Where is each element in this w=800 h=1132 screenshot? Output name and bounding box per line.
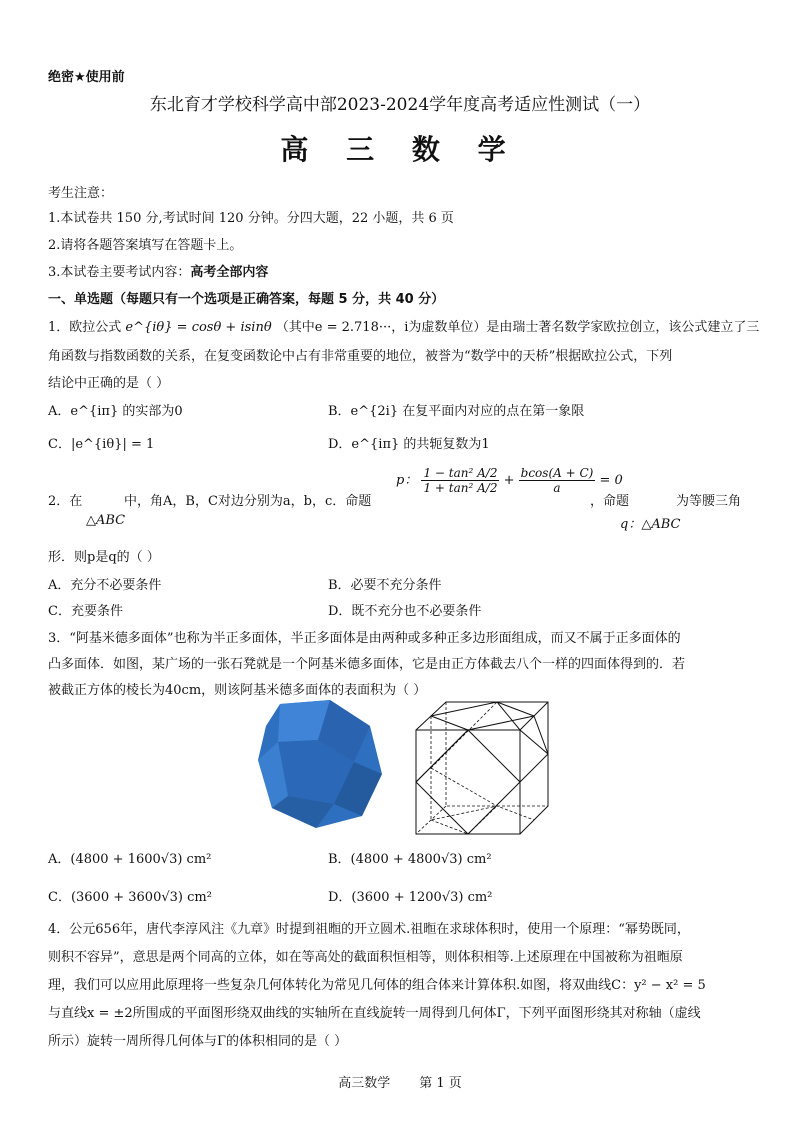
notice-item-1: 1.本试卷共 150 分,考试时间 120 分钟。分四大题，22 小题，共 6 页 [48, 211, 454, 226]
hidden-cut [431, 716, 534, 820]
section-1-title: 一、单选题（每题只有一个选项是正确答案，每题 5 分，共 40 分） [48, 292, 445, 307]
cut-top [431, 702, 534, 716]
q2-prefix: 2．在 [48, 494, 83, 509]
q2-option-a: A．充分不必要条件 [48, 578, 162, 593]
truncated-cube-diagram [414, 700, 550, 836]
q2-p-label: p： [396, 473, 418, 488]
cube-front-face [416, 730, 520, 834]
q2-triangle: △ABC [86, 513, 126, 528]
q3-option-c: C．(3600 + 3600√3) cm² [48, 890, 212, 905]
cut-front [416, 730, 520, 834]
notice-title: 考生注意： [48, 186, 114, 201]
notice-item-3 [48, 261, 268, 280]
q1-intro-rest: （其中e = 2.718···，i为虚数单位）是由瑞士著名数学家欧拉创立，该公式建立了三 [275, 320, 760, 335]
q1-option-b: B．e^{2i} 在复平面内对应的点在第一象限 [328, 404, 585, 419]
q2-fraction-2-num: bcos(A + C) [520, 466, 594, 480]
q4-line-2: 则积不容异”，意思是两个同高的立体，如在等高处的截面积恒相等，则体积相等.上述原理在中国被称为祖暅原 [48, 950, 683, 965]
q4-line-5: 所示）旋转一周所得几何体与Γ的体积相同的是（ ） [48, 1034, 348, 1049]
subject-title: 高 三 数 学 [280, 133, 520, 166]
q4-line-4: 与直线x = ±2所围成的平面图形绕双曲线的实轴所在直线旋转一周得到几何体Γ，下列平面图形绕其对称轴（虚线 [48, 1006, 701, 1021]
hidden-cut-4 [431, 768, 497, 806]
q1-line-1 [48, 316, 759, 335]
q1-option-a: A．e^{iπ} 的实部为0 [48, 404, 183, 419]
footer-subject: 高三数学 [338, 1076, 391, 1091]
q2-line-2: 形．则p是q的（ ） [48, 550, 160, 565]
notice-content: 高考全部内容 [190, 265, 269, 280]
q4-line-1: 4．公元656年，唐代李淳风注《九章》时提到祖暅的开立圆术.祖暅在求球体积时，使用一个原理：“幂势既同， [48, 922, 690, 937]
q1-intro: 1．欧拉公式 [48, 320, 122, 335]
q2-plus: + [503, 473, 515, 488]
q2-proposition-q: q：△ABC [620, 517, 681, 532]
q1-line-2: 角函数与指数函数的关系，在复变函数论中占有非常重要的地位，被誉为“数学中的天桥”根据欧拉公式，下列 [48, 349, 673, 364]
cut-left-top [416, 716, 468, 782]
q2-text: 中，角A，B，C对边分别为a，b，c．命题 [124, 494, 372, 509]
q2-fraction-1-num: 1 − tan² A/2 [423, 466, 498, 480]
q2-proposition-p [396, 466, 623, 495]
q2-text-2: ，命题 [590, 494, 630, 509]
q2-equals: = 0 [599, 473, 623, 488]
q3-line-1: 3．“阿基米德多面体”也称为半正多面体，半正多面体是由两种或多种正多边形面组成，而又不属于正多面体的 [48, 631, 681, 646]
q3-option-a: A．(4800 + 1600√3) cm² [48, 852, 212, 867]
q2-option-c: C．充要条件 [48, 604, 123, 619]
footer-page-number: 第 1 页 [419, 1076, 462, 1091]
q2-fraction-1 [421, 466, 499, 495]
q3-line-3: 被截正方体的棱长为40cm，则该阿基米德多面体的表面积为（ ） [48, 683, 427, 698]
q2-fraction-2 [519, 466, 596, 495]
q3-option-d: D．(3600 + 1200√3) cm² [328, 890, 493, 905]
notice-item-2: 2.请将各题答案填写在答题卡上。 [48, 238, 243, 253]
page-footer [0, 1072, 800, 1091]
exam-title: 东北育才学校科学高中部2023-2024学年度高考适应性测试（一） [149, 95, 651, 115]
q1-formula: e^{iθ} = cosθ + isinθ [125, 320, 272, 335]
q3-line-2: 凸多面体．如图，某广场的一张石凳就是一个阿基米德多面体，它是由正方体截去八个一样的四面体得到的．若 [48, 657, 686, 672]
q2-option-b: B．必要不充分条件 [328, 578, 442, 593]
q3-option-b: B．(4800 + 4800√3) cm² [328, 852, 492, 867]
cut-right [468, 716, 548, 782]
notice-item-3-text: 3.本试卷主要考试内容： [48, 265, 191, 280]
q4-line-3: 理，我们可以应用此原理将一些复杂几何体转化为常见几何体的组合体来计算体积.如图，将双曲线C：y² − x² = 5 [48, 978, 706, 993]
q2-fraction-2-den: a [553, 481, 561, 495]
secret-label: 绝密★使用前 [48, 70, 125, 85]
q1-option-c: C．|e^{iθ}| = 1 [48, 437, 155, 452]
q2-option-d: D．既不充分也不必要条件 [328, 604, 482, 619]
stone-bench-polyhedron-image [258, 700, 384, 828]
hidden-cut-3 [431, 702, 497, 768]
q2-text-3: 为等腰三角 [676, 494, 742, 509]
q2-fraction-1-den: 1 + tan² A/2 [423, 481, 498, 495]
q1-option-d: D．e^{iπ} 的共轭复数为1 [328, 437, 490, 452]
q1-line-3: 结论中正确的是（ ） [48, 376, 170, 391]
